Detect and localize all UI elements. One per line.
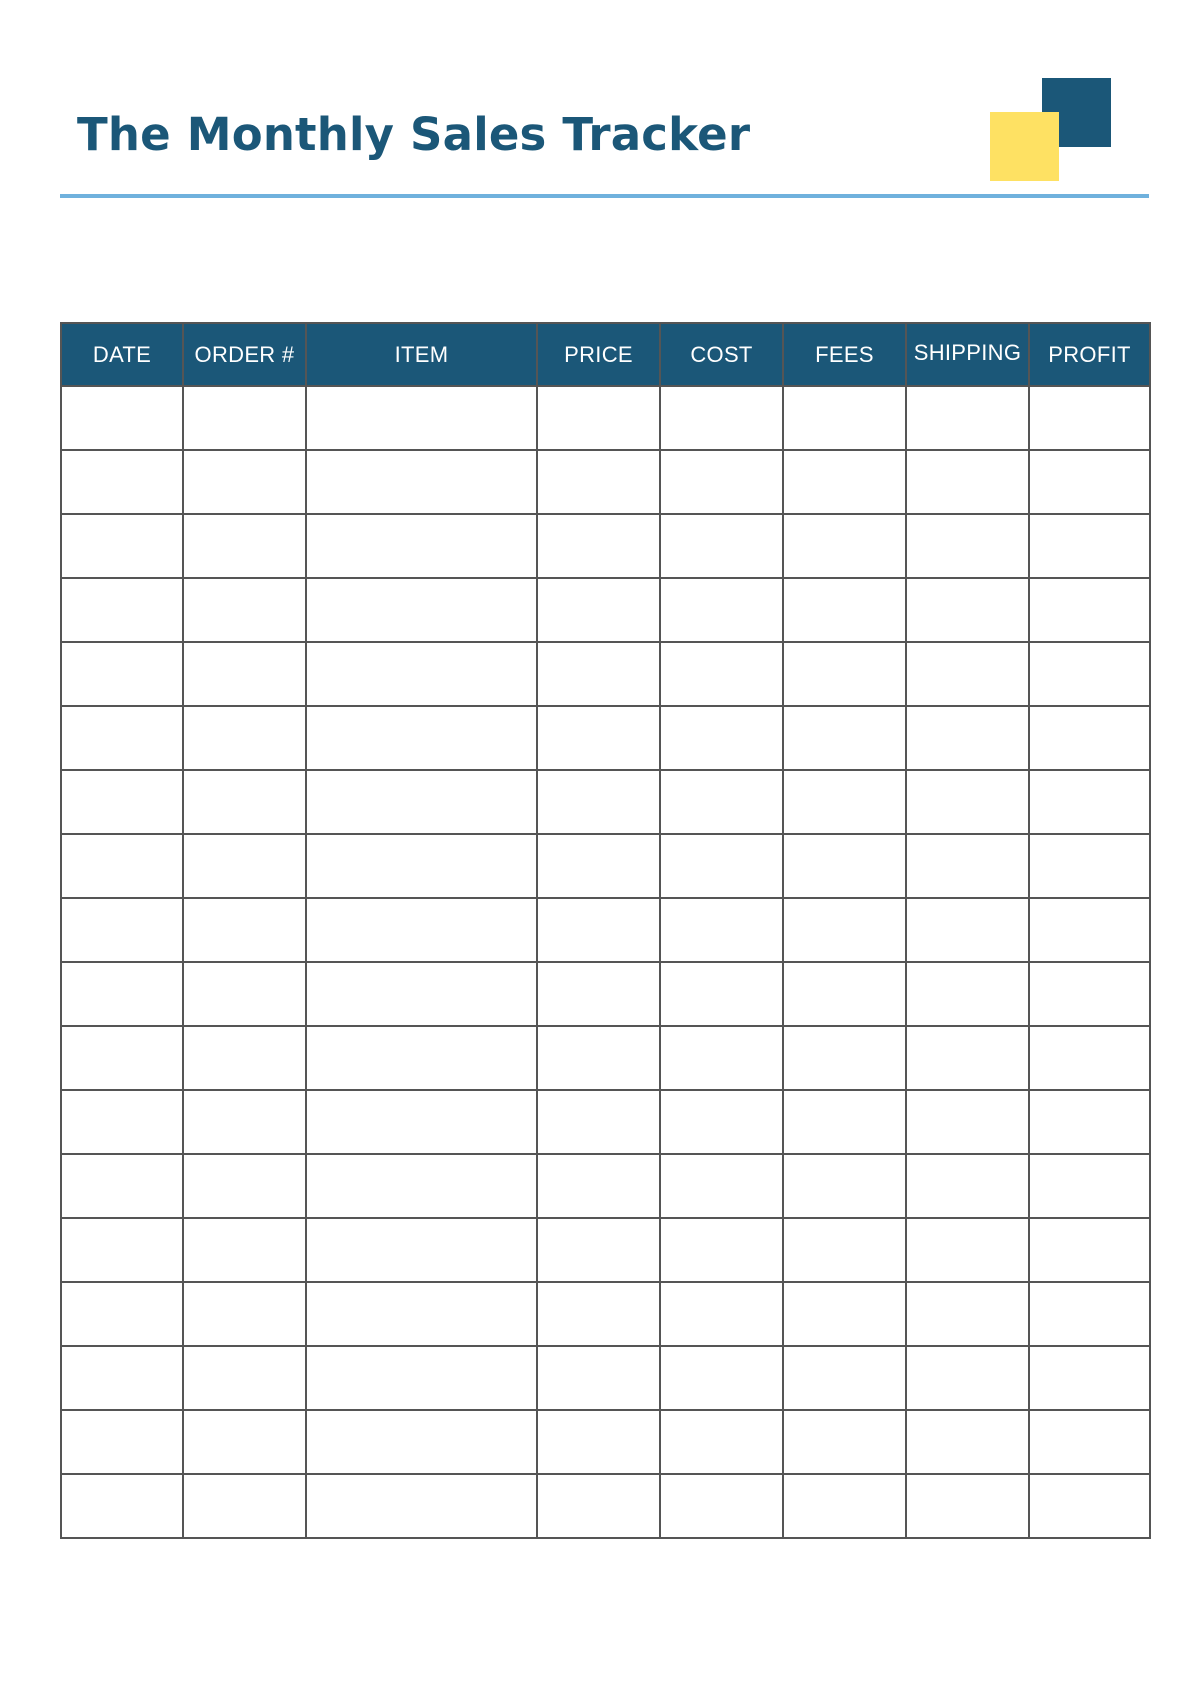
decorative-yellow-square (990, 112, 1059, 181)
column-header-date: DATE (61, 323, 183, 386)
cell-price[interactable] (537, 450, 660, 514)
cell-item[interactable] (306, 962, 537, 1026)
cell-shipping[interactable] (906, 386, 1029, 450)
table-row (61, 514, 1150, 578)
cell-date[interactable] (61, 578, 183, 642)
cell-cost[interactable] (660, 578, 783, 642)
table-row (61, 962, 1150, 1026)
cell-fees[interactable] (783, 1346, 906, 1410)
cell-order[interactable] (183, 1474, 306, 1538)
table-row (61, 1410, 1150, 1474)
cell-shipping[interactable] (906, 1410, 1029, 1474)
cell-price[interactable] (537, 578, 660, 642)
cell-date[interactable] (61, 834, 183, 898)
cell-shipping[interactable] (906, 1218, 1029, 1282)
cell-cost[interactable] (660, 1218, 783, 1282)
cell-item[interactable] (306, 642, 537, 706)
cell-date[interactable] (61, 1026, 183, 1090)
cell-shipping[interactable] (906, 1346, 1029, 1410)
cell-item[interactable] (306, 834, 537, 898)
cell-order[interactable] (183, 770, 306, 834)
cell-fees[interactable] (783, 514, 906, 578)
cell-cost[interactable] (660, 1410, 783, 1474)
cell-shipping[interactable] (906, 898, 1029, 962)
cell-profit[interactable] (1029, 1090, 1150, 1154)
cell-item[interactable] (306, 578, 537, 642)
table-row (61, 386, 1150, 450)
cell-date[interactable] (61, 1282, 183, 1346)
cell-date[interactable] (61, 1154, 183, 1218)
cell-item[interactable] (306, 1346, 537, 1410)
cell-date[interactable] (61, 898, 183, 962)
cell-cost[interactable] (660, 1282, 783, 1346)
cell-order[interactable] (183, 1026, 306, 1090)
cell-date[interactable] (61, 642, 183, 706)
cell-order[interactable] (183, 578, 306, 642)
cell-profit[interactable] (1029, 1282, 1150, 1346)
title-divider (60, 194, 1149, 198)
cell-date[interactable] (61, 386, 183, 450)
cell-fees[interactable] (783, 1474, 906, 1538)
column-header-shipping: SHIPPING (906, 323, 1029, 386)
cell-fees[interactable] (783, 770, 906, 834)
cell-profit[interactable] (1029, 1218, 1150, 1282)
cell-date[interactable] (61, 962, 183, 1026)
cell-profit[interactable] (1029, 578, 1150, 642)
cell-order[interactable] (183, 1346, 306, 1410)
cell-date[interactable] (61, 770, 183, 834)
table-row (61, 898, 1150, 962)
cell-profit[interactable] (1029, 450, 1150, 514)
cell-date[interactable] (61, 514, 183, 578)
cell-item[interactable] (306, 1026, 537, 1090)
cell-order[interactable] (183, 1410, 306, 1474)
cell-order[interactable] (183, 1090, 306, 1154)
cell-price[interactable] (537, 1474, 660, 1538)
cell-date[interactable] (61, 450, 183, 514)
cell-item[interactable] (306, 450, 537, 514)
table-row (61, 642, 1150, 706)
cell-shipping[interactable] (906, 1282, 1029, 1346)
cell-order[interactable] (183, 834, 306, 898)
cell-profit[interactable] (1029, 706, 1150, 770)
cell-fees[interactable] (783, 706, 906, 770)
cell-shipping[interactable] (906, 1026, 1029, 1090)
page-title: The Monthly Sales Tracker (77, 108, 751, 161)
table-row (61, 706, 1150, 770)
cell-order[interactable] (183, 450, 306, 514)
cell-price[interactable] (537, 962, 660, 1026)
cell-price[interactable] (537, 386, 660, 450)
cell-fees[interactable] (783, 898, 906, 962)
column-header-order-number: ORDER # (183, 323, 306, 386)
cell-item[interactable] (306, 898, 537, 962)
cell-shipping[interactable] (906, 1474, 1029, 1538)
cell-fees[interactable] (783, 1218, 906, 1282)
cell-price[interactable] (537, 1346, 660, 1410)
cell-fees[interactable] (783, 962, 906, 1026)
cell-fees[interactable] (783, 578, 906, 642)
cell-profit[interactable] (1029, 1346, 1150, 1410)
cell-date[interactable] (61, 1410, 183, 1474)
sales-tracker-table (60, 322, 1151, 1539)
cell-item[interactable] (306, 770, 537, 834)
cell-order[interactable] (183, 962, 306, 1026)
cell-profit[interactable] (1029, 898, 1150, 962)
table-row (61, 1218, 1150, 1282)
cell-order[interactable] (183, 1154, 306, 1218)
column-header-profit: PROFIT (1029, 323, 1150, 386)
cell-shipping[interactable] (906, 642, 1029, 706)
table-header-row (61, 323, 1150, 386)
table-row (61, 834, 1150, 898)
column-header-fees: FEES (783, 323, 906, 386)
cell-cost[interactable] (660, 962, 783, 1026)
column-header-cost: COST (660, 323, 783, 386)
cell-shipping[interactable] (906, 706, 1029, 770)
cell-date[interactable] (61, 706, 183, 770)
cell-price[interactable] (537, 1410, 660, 1474)
cell-price[interactable] (537, 770, 660, 834)
cell-fees[interactable] (783, 642, 906, 706)
cell-fees[interactable] (783, 1090, 906, 1154)
cell-item[interactable] (306, 1218, 537, 1282)
table-row (61, 1474, 1150, 1538)
cell-price[interactable] (537, 706, 660, 770)
cell-cost[interactable] (660, 898, 783, 962)
cell-fees[interactable] (783, 834, 906, 898)
table-row (61, 1090, 1150, 1154)
cell-cost[interactable] (660, 450, 783, 514)
cell-order[interactable] (183, 642, 306, 706)
cell-profit[interactable] (1029, 514, 1150, 578)
table-row (61, 770, 1150, 834)
cell-profit[interactable] (1029, 1474, 1150, 1538)
cell-order[interactable] (183, 1282, 306, 1346)
cell-fees[interactable] (783, 386, 906, 450)
cell-cost[interactable] (660, 386, 783, 450)
cell-order[interactable] (183, 514, 306, 578)
table-row (61, 1154, 1150, 1218)
cell-shipping[interactable] (906, 1154, 1029, 1218)
table-row (61, 1346, 1150, 1410)
cell-shipping[interactable] (906, 770, 1029, 834)
cell-shipping[interactable] (906, 450, 1029, 514)
cell-cost[interactable] (660, 1090, 783, 1154)
cell-cost[interactable] (660, 706, 783, 770)
cell-date[interactable] (61, 1474, 183, 1538)
cell-profit[interactable] (1029, 1026, 1150, 1090)
cell-item[interactable] (306, 706, 537, 770)
cell-cost[interactable] (660, 1154, 783, 1218)
cell-item[interactable] (306, 1282, 537, 1346)
cell-shipping[interactable] (906, 1090, 1029, 1154)
cell-profit[interactable] (1029, 834, 1150, 898)
cell-item[interactable] (306, 1410, 537, 1474)
cell-price[interactable] (537, 1218, 660, 1282)
cell-profit[interactable] (1029, 1154, 1150, 1218)
cell-cost[interactable] (660, 1474, 783, 1538)
cell-fees[interactable] (783, 450, 906, 514)
cell-profit[interactable] (1029, 642, 1150, 706)
cell-cost[interactable] (660, 1346, 783, 1410)
cell-date[interactable] (61, 1218, 183, 1282)
cell-fees[interactable] (783, 1410, 906, 1474)
cell-cost[interactable] (660, 514, 783, 578)
table-row (61, 578, 1150, 642)
cell-price[interactable] (537, 1154, 660, 1218)
table-row (61, 1026, 1150, 1090)
cell-item[interactable] (306, 386, 537, 450)
cell-order[interactable] (183, 386, 306, 450)
cell-price[interactable] (537, 642, 660, 706)
cell-fees[interactable] (783, 1154, 906, 1218)
cell-order[interactable] (183, 706, 306, 770)
cell-price[interactable] (537, 1026, 660, 1090)
cell-price[interactable] (537, 834, 660, 898)
cell-cost[interactable] (660, 642, 783, 706)
cell-price[interactable] (537, 1090, 660, 1154)
cell-shipping[interactable] (906, 578, 1029, 642)
cell-shipping[interactable] (906, 834, 1029, 898)
cell-profit[interactable] (1029, 962, 1150, 1026)
cell-profit[interactable] (1029, 770, 1150, 834)
cell-item[interactable] (306, 514, 537, 578)
cell-item[interactable] (306, 1474, 537, 1538)
column-header-price: PRICE (537, 323, 660, 386)
cell-item[interactable] (306, 1154, 537, 1218)
cell-cost[interactable] (660, 1026, 783, 1090)
cell-fees[interactable] (783, 1282, 906, 1346)
table-body (61, 386, 1150, 1538)
cell-shipping[interactable] (906, 962, 1029, 1026)
cell-item[interactable] (306, 1090, 537, 1154)
cell-date[interactable] (61, 1090, 183, 1154)
cell-date[interactable] (61, 1346, 183, 1410)
cell-price[interactable] (537, 1282, 660, 1346)
cell-price[interactable] (537, 514, 660, 578)
cell-shipping[interactable] (906, 514, 1029, 578)
cell-profit[interactable] (1029, 1410, 1150, 1474)
cell-profit[interactable] (1029, 386, 1150, 450)
table-row (61, 450, 1150, 514)
table-row (61, 1282, 1150, 1346)
column-header-item: ITEM (306, 323, 537, 386)
cell-cost[interactable] (660, 834, 783, 898)
cell-price[interactable] (537, 898, 660, 962)
cell-cost[interactable] (660, 770, 783, 834)
cell-fees[interactable] (783, 1026, 906, 1090)
cell-order[interactable] (183, 898, 306, 962)
cell-order[interactable] (183, 1218, 306, 1282)
